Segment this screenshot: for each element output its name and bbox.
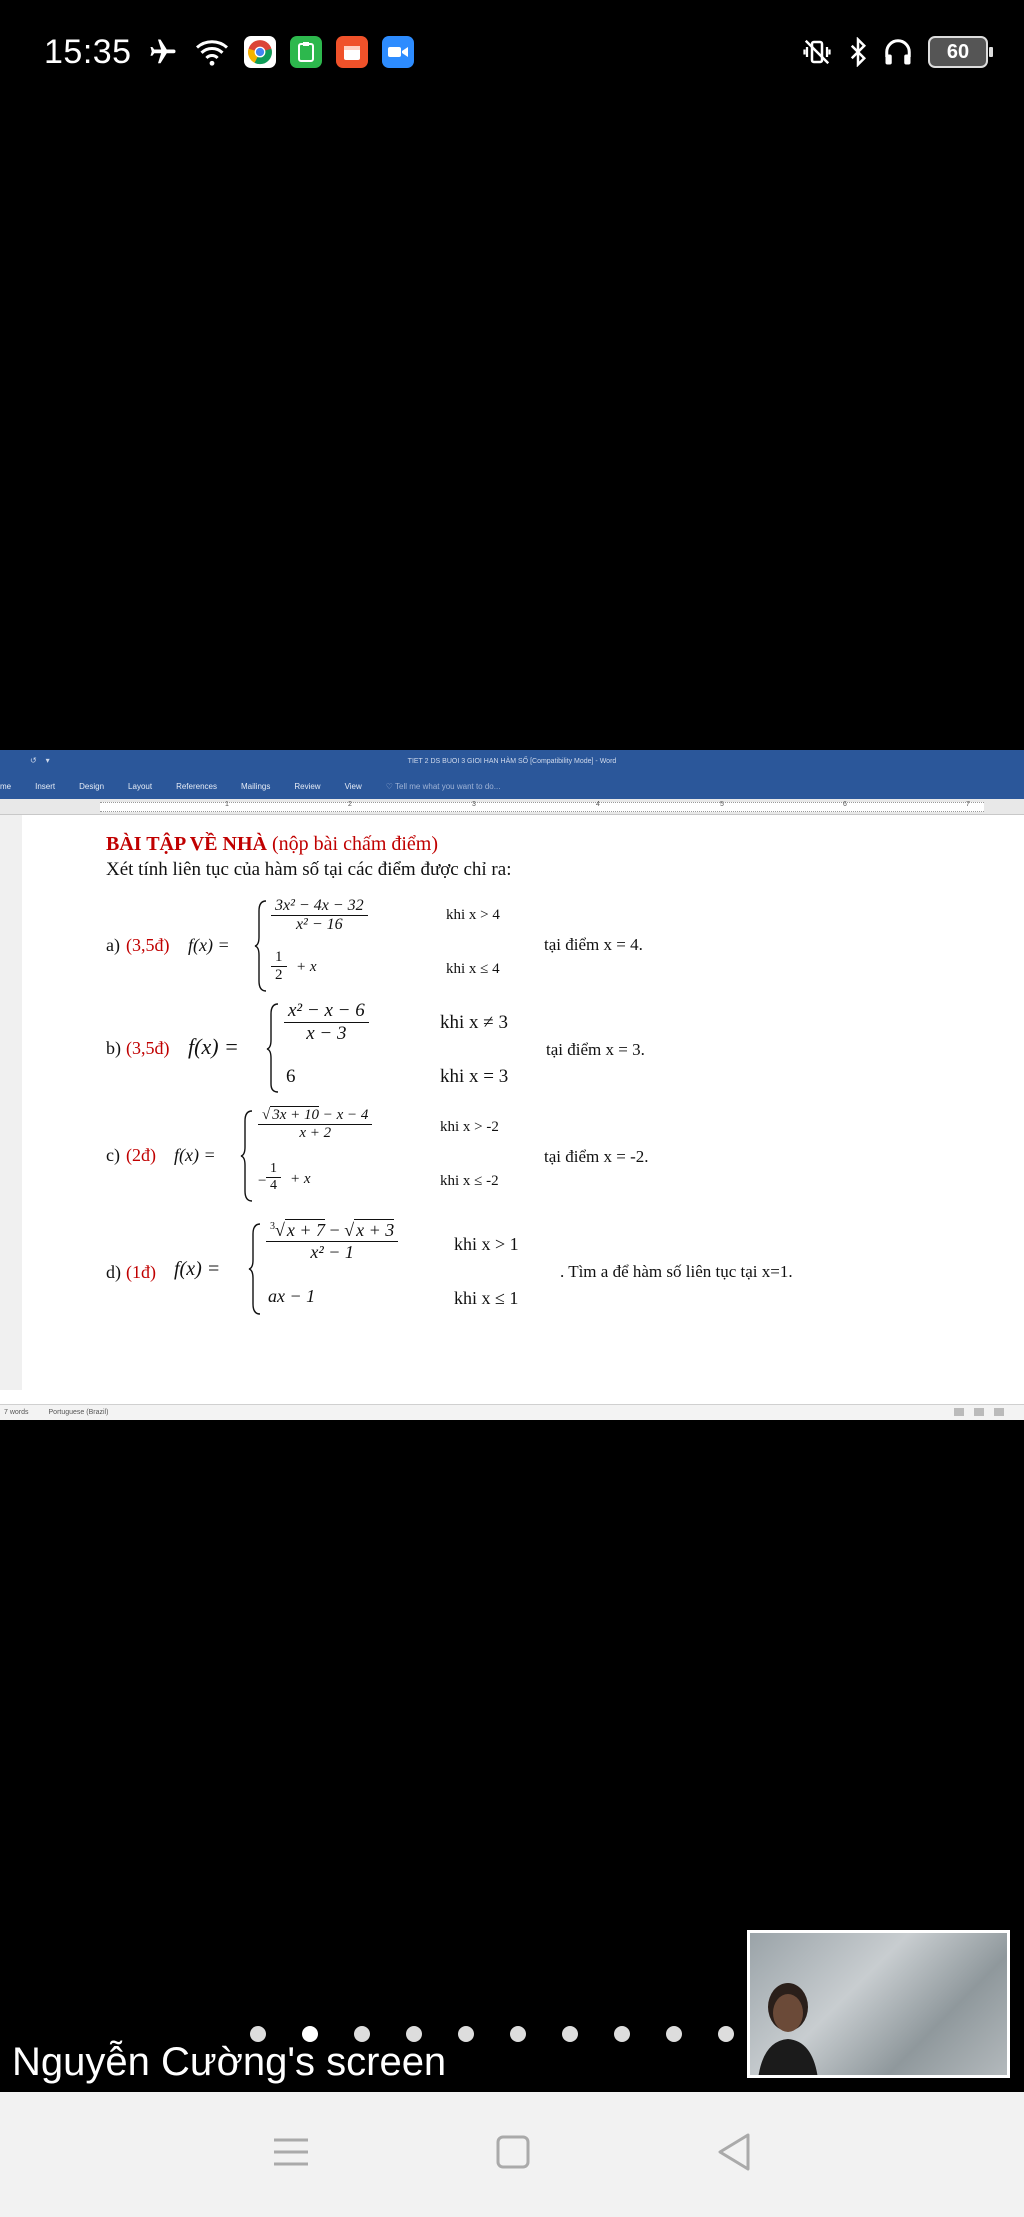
case1-fraction xyxy=(258,1107,372,1142)
ruler-number: 2 xyxy=(348,801,352,808)
case1-fraction xyxy=(266,1220,398,1263)
problem-tail: tại điểm x = 3. xyxy=(546,1040,645,1059)
case1-root: 3x + 10 xyxy=(272,1107,320,1123)
page-dot[interactable] xyxy=(666,2026,682,2042)
tab-view: View xyxy=(344,781,362,791)
document-page xyxy=(22,815,1024,1390)
document-area xyxy=(0,815,1024,1390)
problem-tail: tại điểm x = -2. xyxy=(544,1147,649,1166)
problem-points: (3,5đ) xyxy=(126,1038,170,1058)
case1-denominator: x² − 16 xyxy=(295,916,343,933)
tab-design: Design xyxy=(79,781,105,791)
case2-value: ax − 1 xyxy=(268,1286,316,1306)
zoom-app-icon xyxy=(382,36,414,68)
case1-denominator: x − 3 xyxy=(306,1023,347,1044)
case1-minus: − xyxy=(329,1220,340,1240)
function-name: f(x) = xyxy=(174,1145,216,1165)
case1-denominator: x² − 1 xyxy=(310,1242,354,1262)
square-home-icon xyxy=(495,2134,531,2170)
case2-rest: + x xyxy=(290,1171,311,1187)
ruler-number: 5 xyxy=(720,801,724,808)
case2-condition: khi x ≤ 1 xyxy=(454,1288,519,1308)
ruler-number: 7 xyxy=(966,801,970,808)
page-dot[interactable] xyxy=(718,2026,734,2042)
language-indicator: Portuguese (Brazil) xyxy=(48,1409,109,1416)
piecewise-brace xyxy=(248,1222,262,1316)
triangle-back-icon xyxy=(716,2132,752,2172)
problem-label: c) xyxy=(106,1145,120,1165)
function-name: f(x) = xyxy=(188,1034,239,1059)
ribbon-tabs xyxy=(0,773,1024,799)
case2-denominator: 2 xyxy=(275,967,283,983)
airplane-mode-icon xyxy=(146,37,180,67)
shared-word-window xyxy=(0,750,1024,1420)
case1-root-b: x + 3 xyxy=(356,1220,395,1240)
wifi-icon xyxy=(194,37,230,67)
tab-references: References xyxy=(176,781,217,791)
case2-fraction xyxy=(266,1161,281,1194)
word-title-bar xyxy=(0,750,1024,773)
menu-nav-button[interactable] xyxy=(272,2136,310,2173)
read-mode-icon xyxy=(954,1408,964,1416)
ruler-number: 6 xyxy=(843,801,847,808)
case1-condition: khi x ≠ 3 xyxy=(440,1012,508,1033)
case2-condition: khi x ≤ -2 xyxy=(440,1173,499,1189)
problem-a xyxy=(106,897,1006,997)
status-bar xyxy=(0,0,1024,104)
orange-app-icon xyxy=(336,36,368,68)
problem-points: (2đ) xyxy=(126,1145,156,1165)
problem-d xyxy=(106,1220,1024,1320)
view-buttons xyxy=(954,1408,1004,1416)
status-left xyxy=(44,33,414,72)
case2-sign: − xyxy=(258,1173,267,1189)
problem-label: d) xyxy=(106,1262,121,1282)
intro-text: Xét tính liên tục của hàm số tại các điểm được chỉ ra: xyxy=(106,859,512,880)
case1-condition: khi x > -2 xyxy=(440,1119,499,1135)
tab-home: me xyxy=(0,781,12,791)
problem-tail: . Tìm a để hàm số liên tục tại x=1. xyxy=(560,1262,793,1281)
case1-num-rest: − x − 4 xyxy=(322,1107,369,1123)
piecewise-brace xyxy=(240,1109,254,1203)
heading-bold: BÀI TẬP VỀ NHÀ xyxy=(106,833,267,855)
case2-fraction xyxy=(271,949,287,984)
word-status-bar xyxy=(0,1404,1024,1420)
case1-root-a: x + 7 xyxy=(286,1220,326,1240)
ruler-number: 1 xyxy=(225,801,229,808)
case1-fraction xyxy=(284,1000,369,1045)
vibrate-icon xyxy=(800,37,834,67)
ruler-active-area xyxy=(100,802,984,812)
case1-fraction xyxy=(271,897,368,934)
homework-heading xyxy=(106,833,438,856)
print-layout-icon xyxy=(974,1408,984,1416)
case1-condition: khi x > 1 xyxy=(454,1234,519,1254)
problem-b xyxy=(106,1000,1006,1100)
case2-denominator: 4 xyxy=(270,1178,277,1193)
case1-numerator: $^3$√ x + 7 − √ x + 3 xyxy=(266,1220,398,1242)
tab-insert: Insert xyxy=(35,781,56,791)
problem-tail: tại điểm x = 4. xyxy=(544,935,643,954)
case1-numerator: √ 3x + 10 − x − 4 xyxy=(258,1107,372,1125)
ruler xyxy=(0,799,1024,815)
green-app-icon xyxy=(290,36,322,68)
tell-me-box xyxy=(386,782,501,791)
tell-me-text: Tell me what you want to do... xyxy=(395,781,501,791)
status-right xyxy=(800,36,988,68)
case1-numerator: x² − x − 6 xyxy=(284,1000,369,1023)
function-name: f(x) = xyxy=(174,1258,221,1280)
screen-share-label: Nguyễn Cường's screen xyxy=(12,2040,447,2084)
menu-icon xyxy=(272,2136,310,2168)
word-count: 7 words xyxy=(4,1409,29,1416)
heading-note: (nộp bài chấm điểm) xyxy=(271,833,439,855)
participant-silhouette xyxy=(758,1979,818,2078)
problem-points: (1đ) xyxy=(126,1262,156,1282)
problem-label: a) xyxy=(106,935,120,955)
problem-points: (3,5đ) xyxy=(126,935,170,955)
piecewise-brace xyxy=(266,1002,280,1094)
case2-condition: khi x ≤ 4 xyxy=(446,961,500,977)
cube-root-index: 3 xyxy=(270,1221,275,1232)
home-nav-button[interactable] xyxy=(495,2134,531,2175)
back-nav-button[interactable] xyxy=(716,2132,752,2177)
case2-numerator: 1 xyxy=(266,1161,281,1178)
problem-label: b) xyxy=(106,1038,121,1058)
page-dot[interactable] xyxy=(510,2026,526,2042)
page-dot[interactable] xyxy=(562,2026,578,2042)
ruler-number: 4 xyxy=(596,801,600,808)
participant-video-thumbnail[interactable] xyxy=(747,1930,1010,2078)
tab-mailings: Mailings xyxy=(241,781,271,791)
lightbulb-icon: ♡ xyxy=(385,781,393,791)
case1-condition: khi x > 4 xyxy=(446,907,500,923)
page-dot[interactable] xyxy=(458,2026,474,2042)
page-dot[interactable] xyxy=(614,2026,630,2042)
bluetooth-icon xyxy=(848,37,868,67)
tab-layout: Layout xyxy=(128,781,153,791)
case2-condition: khi x = 3 xyxy=(440,1066,509,1087)
system-nav-bar xyxy=(0,2092,1024,2217)
case2-numerator: 1 xyxy=(271,949,287,967)
piecewise-brace xyxy=(254,899,268,993)
case2-rest: + x xyxy=(296,959,317,975)
case1-numerator: 3x² − 4x − 32 xyxy=(271,897,368,916)
battery-level: 60 xyxy=(946,40,970,63)
word-title: TIET 2 DS BUOI 3 GIOI HAN HÀM SỐ [Compatibility Mode] - Word xyxy=(407,758,617,765)
status-time: 15:35 xyxy=(44,32,132,71)
case2-value: 6 xyxy=(286,1066,296,1087)
case1-denominator: x + 2 xyxy=(299,1125,332,1141)
battery-icon xyxy=(928,36,988,68)
ruler-number: 3 xyxy=(472,801,476,808)
web-layout-icon xyxy=(994,1408,1004,1416)
problem-c xyxy=(106,1107,1006,1207)
quick-access-toolbar: ↺ ▾ xyxy=(30,756,50,765)
headphones-icon xyxy=(882,37,914,67)
tab-review: Review xyxy=(294,781,321,791)
function-name: f(x) = xyxy=(188,935,230,955)
chrome-app-icon xyxy=(244,36,276,68)
